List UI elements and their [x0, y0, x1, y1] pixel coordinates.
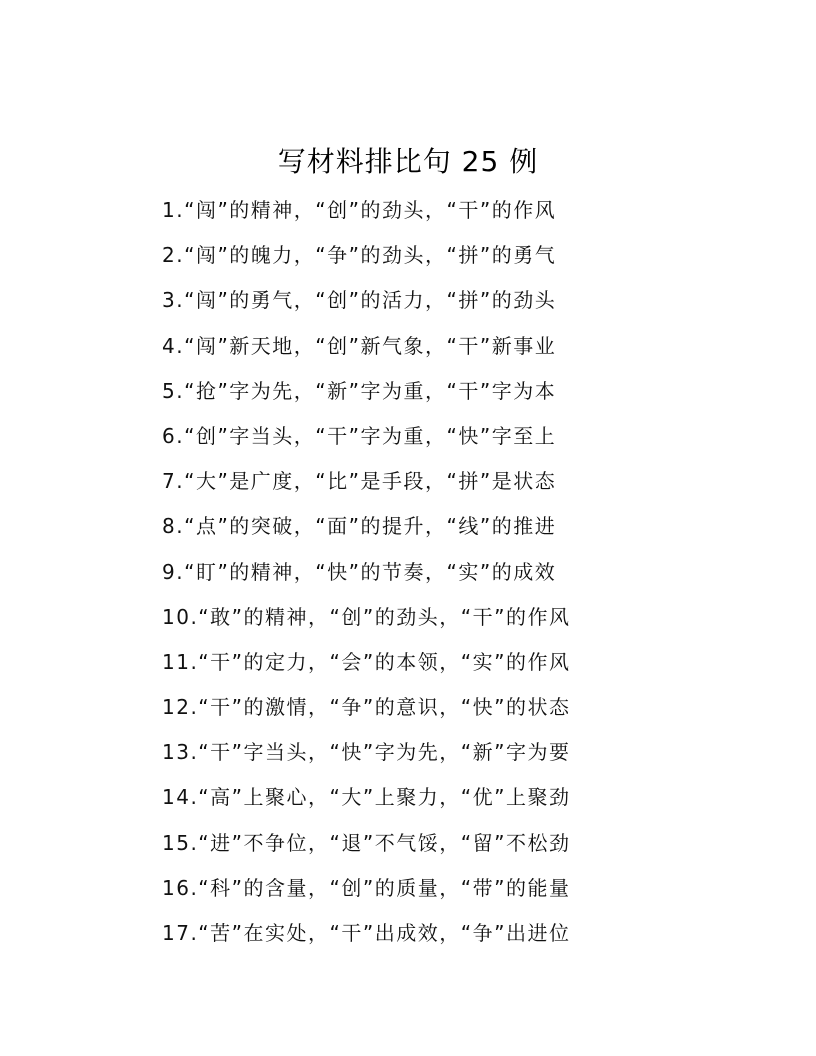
list-item: 4.“闯”新天地，“创”新气象，“干”新事业	[162, 333, 557, 358]
list-item: 8.“点”的突破，“面”的提升，“线”的推进	[162, 514, 557, 539]
list-item: 16.“科”的含量，“创”的质量，“带”的能量	[162, 875, 571, 900]
list-item: 17.“苦”在实处，“干”出成效，“争”出进位	[162, 921, 571, 945]
parallelism-list	[162, 188, 632, 956]
list-item: 12.“干”的激情，“争”的意识，“快”的状态	[162, 695, 571, 720]
list-item: 10.“敢”的精神，“创”的劲头，“干”的作风	[162, 604, 571, 629]
document-title: 写材料排比句 25 例	[277, 145, 539, 178]
list-item: 9.“盯”的精神，“快”的节奏，“实”的成效	[162, 559, 557, 584]
list-item: 2.“闯”的魄力，“争”的劲头，“拼”的勇气	[162, 243, 557, 268]
list-item: 1.“闯”的精神，“创”的劲头，“干”的作风	[162, 198, 557, 222]
list-item: 7.“大”是广度，“比”是手段，“拼”是状态	[162, 469, 557, 494]
list-item: 14.“高”上聚心，“大”上聚力，“优”上聚劲	[162, 785, 571, 810]
list-item: 11.“干”的定力，“会”的本领，“实”的作风	[162, 649, 571, 674]
list-item: 6.“创”字当头，“干”字为重，“快”字至上	[162, 423, 557, 448]
list-item: 13.“干”字当头，“快”字为先，“新”字为要	[162, 740, 571, 765]
list-item: 5.“抢”字为先，“新”字为重，“干”字为本	[162, 378, 557, 403]
list-item: 3.“闯”的勇气，“创”的活力，“拼”的劲头	[162, 288, 557, 313]
list-item: 15.“进”不争位，“退”不气馁，“留”不松劲	[162, 830, 571, 855]
